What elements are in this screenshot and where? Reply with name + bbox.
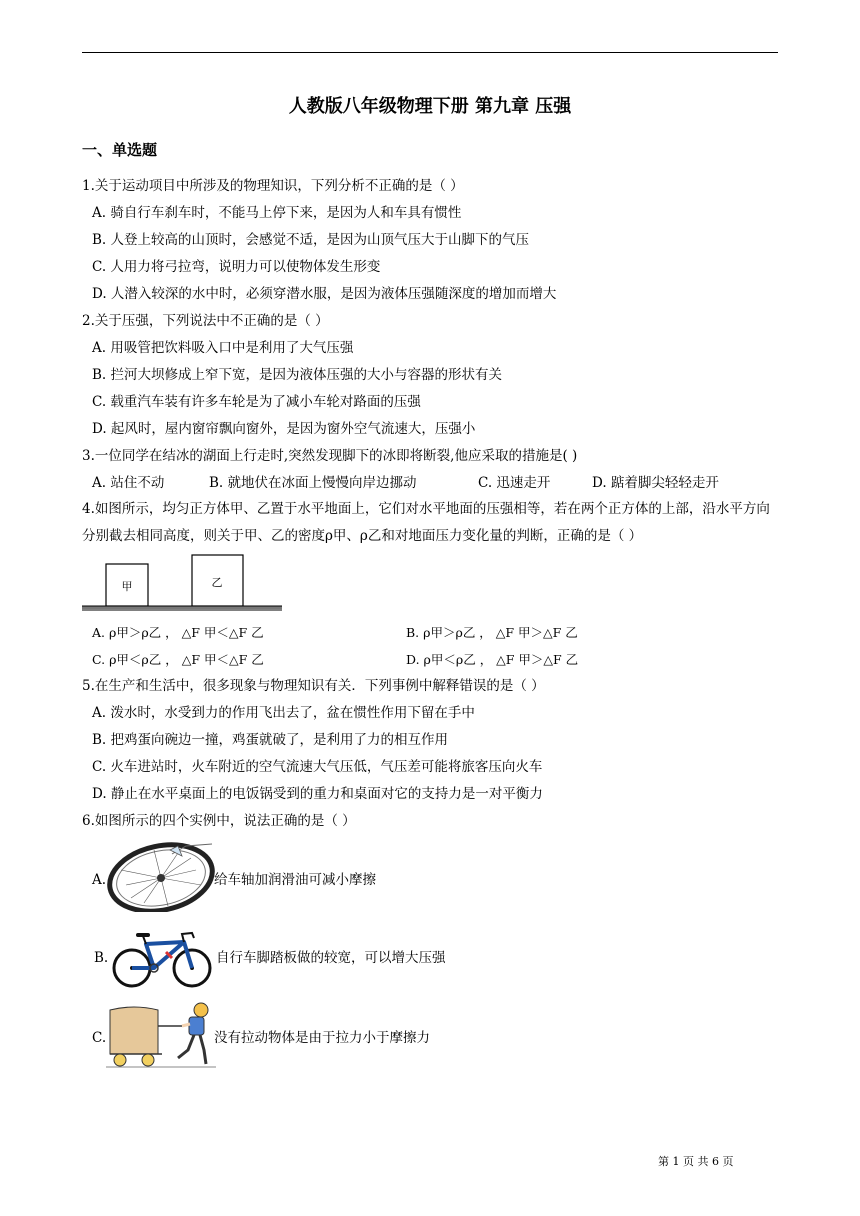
bicycle-image <box>110 922 214 990</box>
question-6-stem: 6.如图所示的四个实例中，说法正确的是（ ） <box>82 813 356 829</box>
question-5-option-d[interactable]: D. 静止在水平桌面上的电饭锅受到的重力和桌面对它的支持力是一对平衡力 <box>92 786 543 802</box>
section-heading: 一、单选题 <box>82 141 158 159</box>
question-4-option-a[interactable]: A. ρ甲＞ρ乙 ， △F 甲＜△F 乙 <box>92 625 264 640</box>
question-5-option-c[interactable]: C. 火车进站时，火车附近的空气流速大气压低，气压差可能将旅客压向火车 <box>92 759 543 775</box>
cubes-figure <box>80 552 285 616</box>
header-rule <box>82 52 778 53</box>
question-3-option-d[interactable]: D. 踮着脚尖轻轻走开 <box>592 475 719 491</box>
question-4-option-b[interactable]: B. ρ甲＞ρ乙 ， △F 甲＞△F 乙 <box>406 625 578 640</box>
question-1-option-b[interactable]: B. 人登上较高的山顶时，会感觉不适，是因为山顶气压大于山脚下的气压 <box>92 232 530 248</box>
question-6-option-a-letter[interactable]: A. <box>92 872 107 888</box>
question-1-option-c[interactable]: C. 人用力将弓拉弯，说明力可以使物体发生形变 <box>92 259 381 275</box>
question-5-stem: 5.在生产和生活中，很多现象与物理知识有关．下列事例中解释错误的是（ ） <box>82 678 545 694</box>
question-4-option-d[interactable]: D. ρ甲＜ρ乙 ， △F 甲＞△F 乙 <box>406 652 579 667</box>
question-2-option-a[interactable]: A. 用吸管把饮料吸入口中是利用了大气压强 <box>92 340 354 356</box>
page-number: 第 1 页 共 6 页 <box>658 1155 734 1168</box>
question-4-option-c[interactable]: C. ρ甲＜ρ乙 ， △F 甲＜△F 乙 <box>92 652 264 667</box>
question-2-stem: 2.关于压强，下列说法中不正确的是（ ） <box>82 313 329 329</box>
question-6-option-c-text[interactable]: 没有拉动物体是由于拉力小于摩擦力 <box>214 1030 430 1046</box>
question-3-stem: 3.一位同学在结冰的湖面上行走时,突然发现脚下的冰即将断裂,他应采取的措施是( ) <box>82 448 578 464</box>
question-3-option-c[interactable]: C. 迅速走开 <box>478 475 551 491</box>
question-2-option-b[interactable]: B. 拦河大坝修成上窄下宽，是因为液体压强的大小与容器的形状有关 <box>92 367 503 383</box>
question-2-option-d[interactable]: D. 起风时，屋内窗帘飘向窗外，是因为窗外空气流速大，压强小 <box>92 421 476 437</box>
question-5-option-b[interactable]: B. 把鸡蛋向碗边一撞，鸡蛋就破了，是利用了力的相互作用 <box>92 732 449 748</box>
question-4-stem: 4.如图所示，均匀正方体甲、乙置于水平地面上，它们对水平地面的压强相等，若在两个正方体的上部，沿水平方向分别截去相同高度，则关于甲、乙的密度ρ甲、ρ乙和对地面压力变化量的判断，正确的是（ ） <box>82 501 770 544</box>
question-1-stem: 1.关于运动项目中所涉及的物理知识，下列分析不正确的是（ ） <box>82 178 464 194</box>
page-title: 人教版八年级物理下册 第九章 压强 <box>288 96 572 117</box>
question-6-option-c-letter[interactable]: C. <box>92 1030 107 1046</box>
cart-pulling-image <box>106 1000 216 1070</box>
question-6-option-b-letter[interactable]: B. <box>94 950 109 966</box>
wheel-oil-image <box>106 840 216 912</box>
question-5-option-a[interactable]: A. 泼水时，水受到力的作用飞出去了，盆在惯性作用下留在手中 <box>92 705 475 721</box>
question-2-option-c[interactable]: C. 载重汽车装有许多车轮是为了减小车轮对路面的压强 <box>92 394 421 410</box>
cube-jia-label: 甲 <box>121 580 133 593</box>
question-6-option-b-text[interactable]: 自行车脚踏板做的较宽，可以增大压强 <box>216 950 446 966</box>
question-6-option-a-text[interactable]: 给车轴加润滑油可减小摩擦 <box>214 872 376 888</box>
question-1-option-d[interactable]: D. 人潜入较深的水中时，必须穿潜水服，是因为液体压强随深度的增加而增大 <box>92 286 557 302</box>
question-1-option-a[interactable]: A. 骑自行车刹车时，不能马上停下来，是因为人和车具有惯性 <box>92 205 462 221</box>
question-3-option-b[interactable]: B. 就地伏在冰面上慢慢向岸边挪动 <box>209 475 417 491</box>
question-3-option-a[interactable]: A. 站住不动 <box>92 475 165 491</box>
cube-yi-label: 乙 <box>211 576 223 589</box>
